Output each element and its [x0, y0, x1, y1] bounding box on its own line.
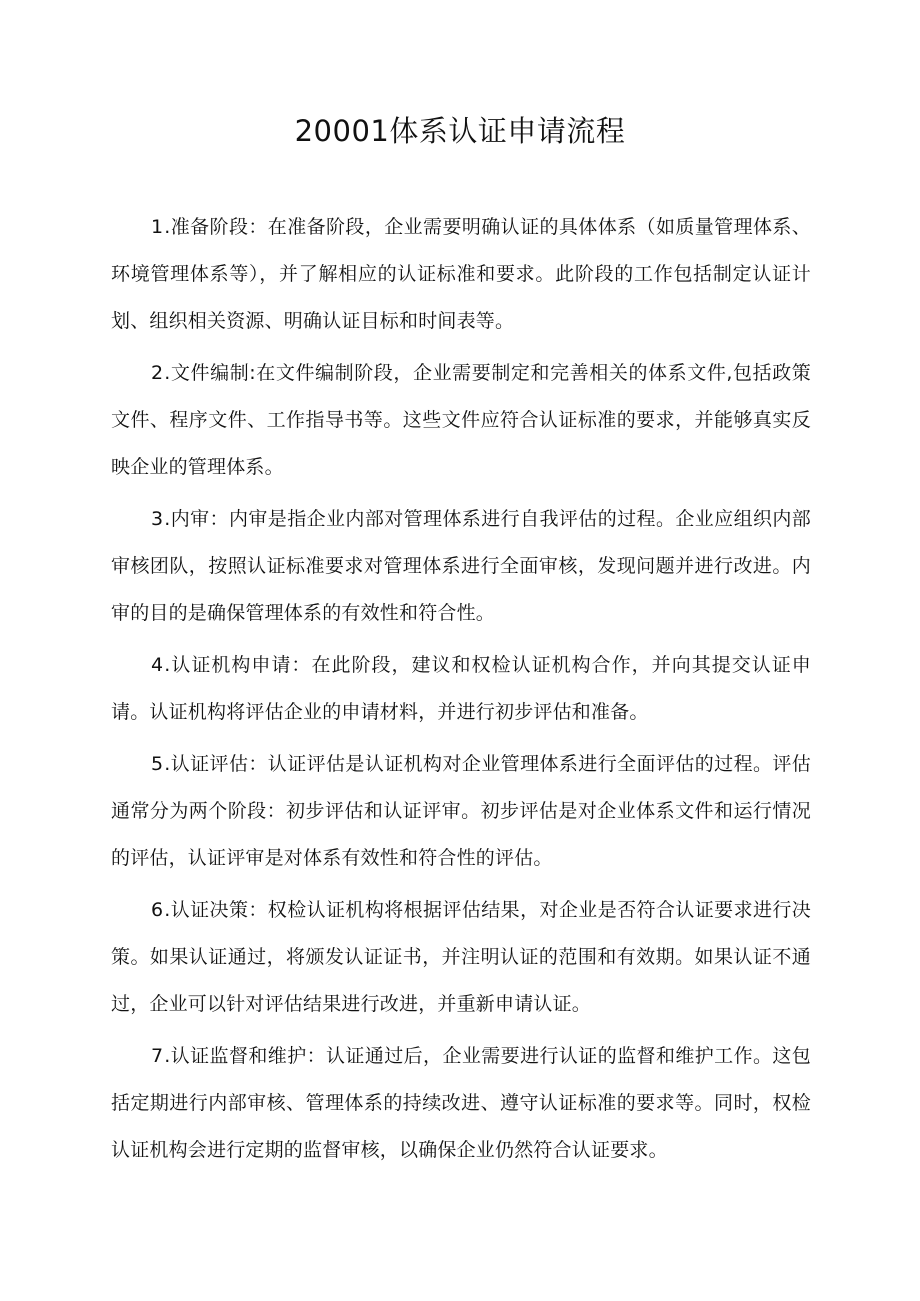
paragraph-text: .认证监督和维护：认证通过后，企业需要进行认证的监督和维护工作。这包括定期进行内部审核、管理体系的持续改进、遵守认证标准的要求等。同时，权检认证机构会进行定期的监督审核，以确保企业仍然符合认证要求。	[111, 1045, 811, 1161]
paragraph-number: 5	[151, 753, 164, 775]
paragraph-number: 3	[151, 508, 164, 530]
paragraph-text: .认证机构申请：在此阶段，建议和权检认证机构合作，并向其提交认证申请。认证机构将评估企业的申请材料，并进行初步评估和准备。	[111, 654, 811, 723]
paragraph-number: 2	[151, 362, 164, 384]
document-title: 20001体系认证申请流程	[294, 114, 626, 148]
paragraph-3	[111, 496, 811, 637]
paragraph-number: 7	[151, 1045, 164, 1067]
paragraph-text: .准备阶段：在准备阶段，企业需要明确认证的具体体系（如质量管理体系、环境管理体系等），并了解相应的认证标准和要求。此阶段的工作包括制定认证计划、组织相关资源、明确认证目标和时间表等。	[111, 216, 811, 332]
paragraph-1	[111, 204, 811, 345]
paragraph-2	[111, 350, 811, 491]
paragraph-text: .认证评估：认证评估是认证机构对企业管理体系进行全面评估的过程。评估通常分为两个阶段：初步评估和认证评审。初步评估是对企业体系文件和运行情况的评估，认证评审是对体系有效性和符合性的评估。	[111, 753, 811, 869]
paragraph-4	[111, 642, 811, 736]
paragraph-7	[111, 1033, 811, 1174]
paragraph-5	[111, 741, 811, 882]
paragraph-text: .内审：内审是指企业内部对管理体系进行自我评估的过程。企业应组织内部审核团队，按照认证标准要求对管理体系进行全面审核，发现问题并进行改进。内审的目的是确保管理体系的有效性和符合性。	[111, 508, 811, 624]
paragraph-text: .认证决策：权检认证机构将根据评估结果，对企业是否符合认证要求进行决策。如果认证通过，将颁发认证证书，并注明认证的范围和有效期。如果认证不通过，企业可以针对评估结果进行改进，并重新申请认证。	[111, 899, 811, 1015]
paragraph-text: .文件编制:在文件编制阶段，企业需要制定和完善相关的体系文件,包括政策文件、程序文件、工作指导书等。这些文件应符合认证标准的要求，并能够真实反映企业的管理体系。	[111, 362, 811, 478]
paragraph-6	[111, 887, 811, 1028]
document-body	[111, 204, 811, 1179]
paragraph-number: 4	[151, 654, 164, 676]
paragraph-number: 1	[151, 216, 164, 238]
paragraph-number: 6	[151, 899, 164, 921]
